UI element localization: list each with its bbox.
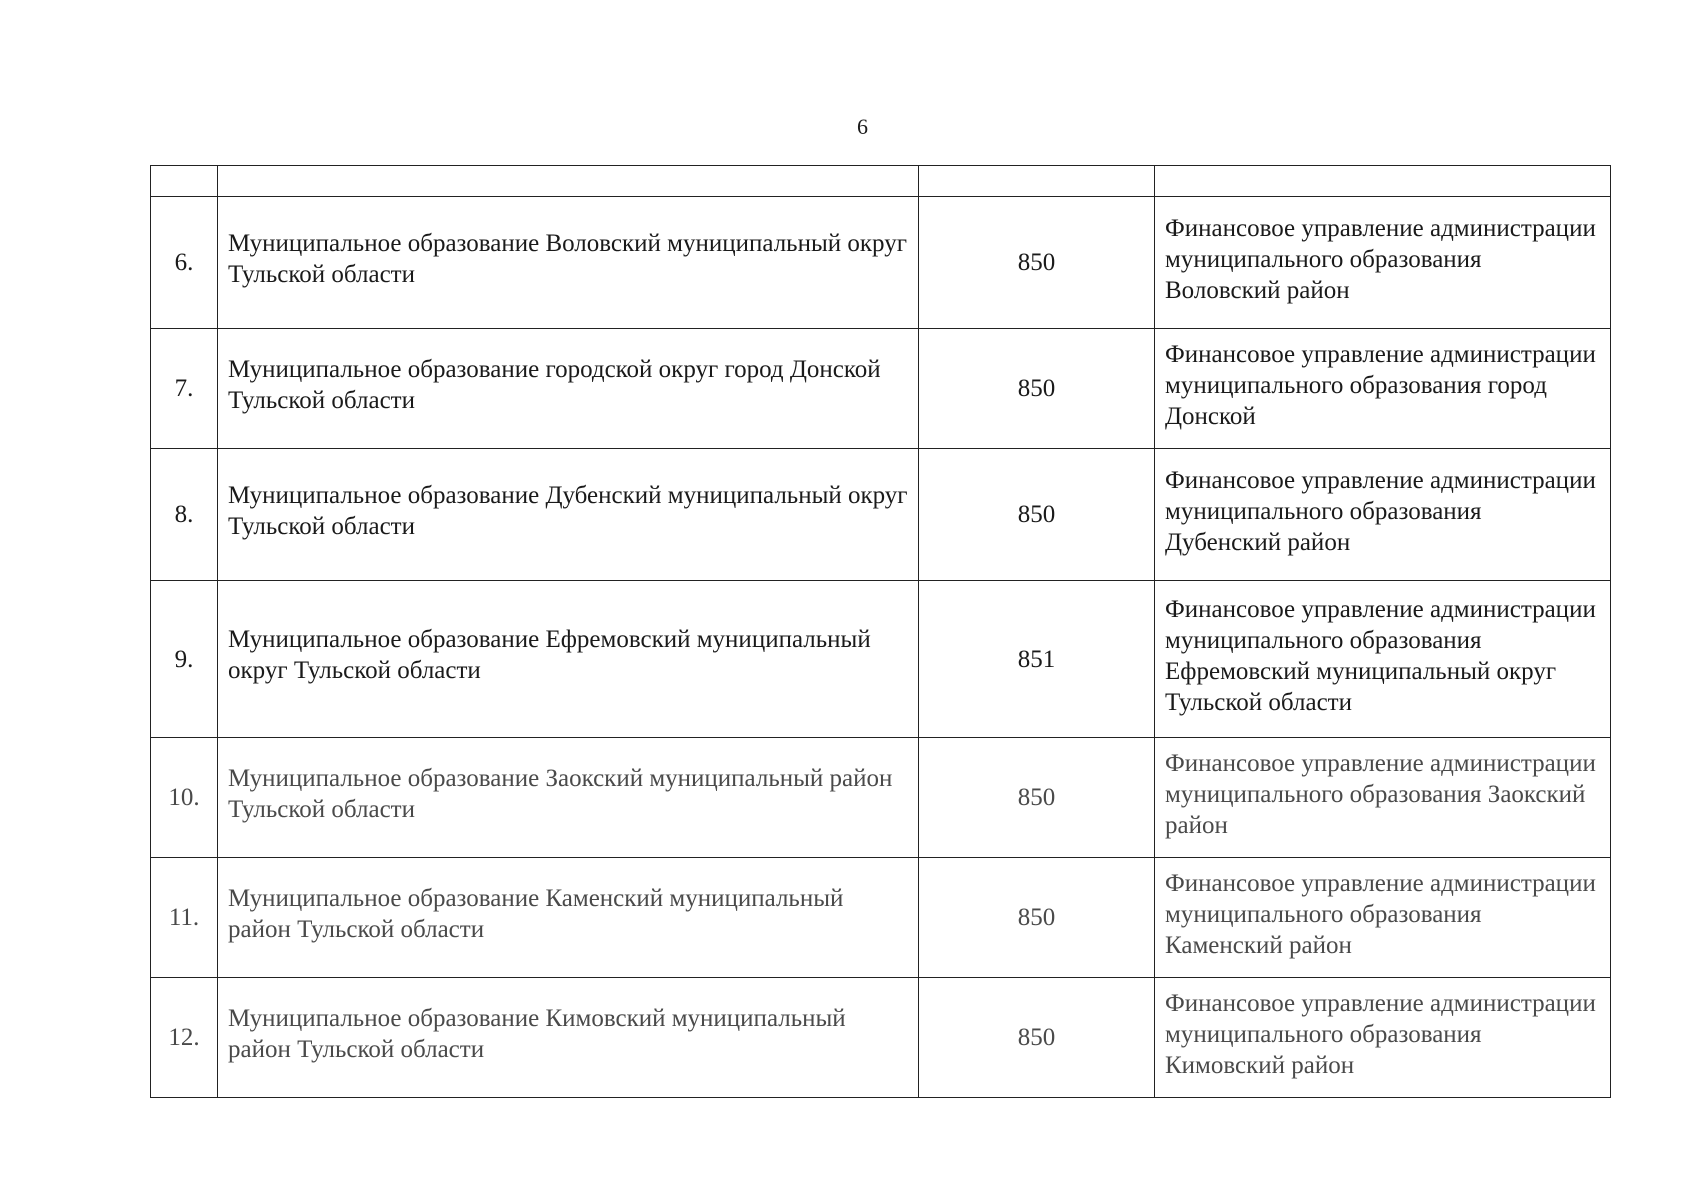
header-cell-name [218, 166, 919, 197]
row-number: 10. [151, 738, 218, 858]
header-cell-code [919, 166, 1155, 197]
municipality-name: Муниципальное образование Ефремовский муниципальный округ Тульской области [218, 581, 919, 738]
financial-body: Финансовое управление администрации муниципального образования Дубенский район [1155, 449, 1611, 581]
budget-code: 850 [919, 329, 1155, 449]
table-row [151, 581, 1611, 738]
page-number: 6 [857, 114, 868, 139]
table-row [151, 329, 1611, 449]
table-row [151, 449, 1611, 581]
row-number: 7. [151, 329, 218, 449]
municipality-name: Муниципальное образование Воловский муниципальный округ Тульской области [218, 197, 919, 329]
financial-body: Финансовое управление администрации муниципального образования город Донской [1155, 329, 1611, 449]
row-number: 6. [151, 197, 218, 329]
row-number: 8. [151, 449, 218, 581]
budget-code: 850 [919, 978, 1155, 1098]
row-number: 9. [151, 581, 218, 738]
budget-code: 850 [919, 738, 1155, 858]
header-cell-org [1155, 166, 1611, 197]
financial-body: Финансовое управление администрации муниципального образования Ефремовский муниципальный округ Тульской области [1155, 581, 1611, 738]
table-header-row [151, 166, 1611, 197]
municipality-name: Муниципальное образование городской округ город Донской Тульской области [218, 329, 919, 449]
municipal-table [150, 165, 1611, 1098]
row-number: 11. [151, 858, 218, 978]
financial-body: Финансовое управление администрации муниципального образования Воловский район [1155, 197, 1611, 329]
row-number: 12. [151, 978, 218, 1098]
budget-code: 850 [919, 449, 1155, 581]
municipality-name: Муниципальное образование Кимовский муниципальный район Тульской области [218, 978, 919, 1098]
financial-body: Финансовое управление администрации муниципального образования Каменский район [1155, 858, 1611, 978]
budget-code: 851 [919, 581, 1155, 738]
municipality-name: Муниципальное образование Дубенский муниципальный округ Тульской области [218, 449, 919, 581]
table-row [151, 858, 1611, 978]
table-row [151, 197, 1611, 329]
financial-body: Финансовое управление администрации муниципального образования Кимовский район [1155, 978, 1611, 1098]
budget-code: 850 [919, 197, 1155, 329]
financial-body: Финансовое управление администрации муниципального образования Заокский район [1155, 738, 1611, 858]
budget-code: 850 [919, 858, 1155, 978]
municipality-name: Муниципальное образование Заокский муниципальный район Тульской области [218, 738, 919, 858]
table-row [151, 978, 1611, 1098]
header-cell-num [151, 166, 218, 197]
table-row [151, 738, 1611, 858]
municipality-name: Муниципальное образование Каменский муниципальный район Тульской области [218, 858, 919, 978]
